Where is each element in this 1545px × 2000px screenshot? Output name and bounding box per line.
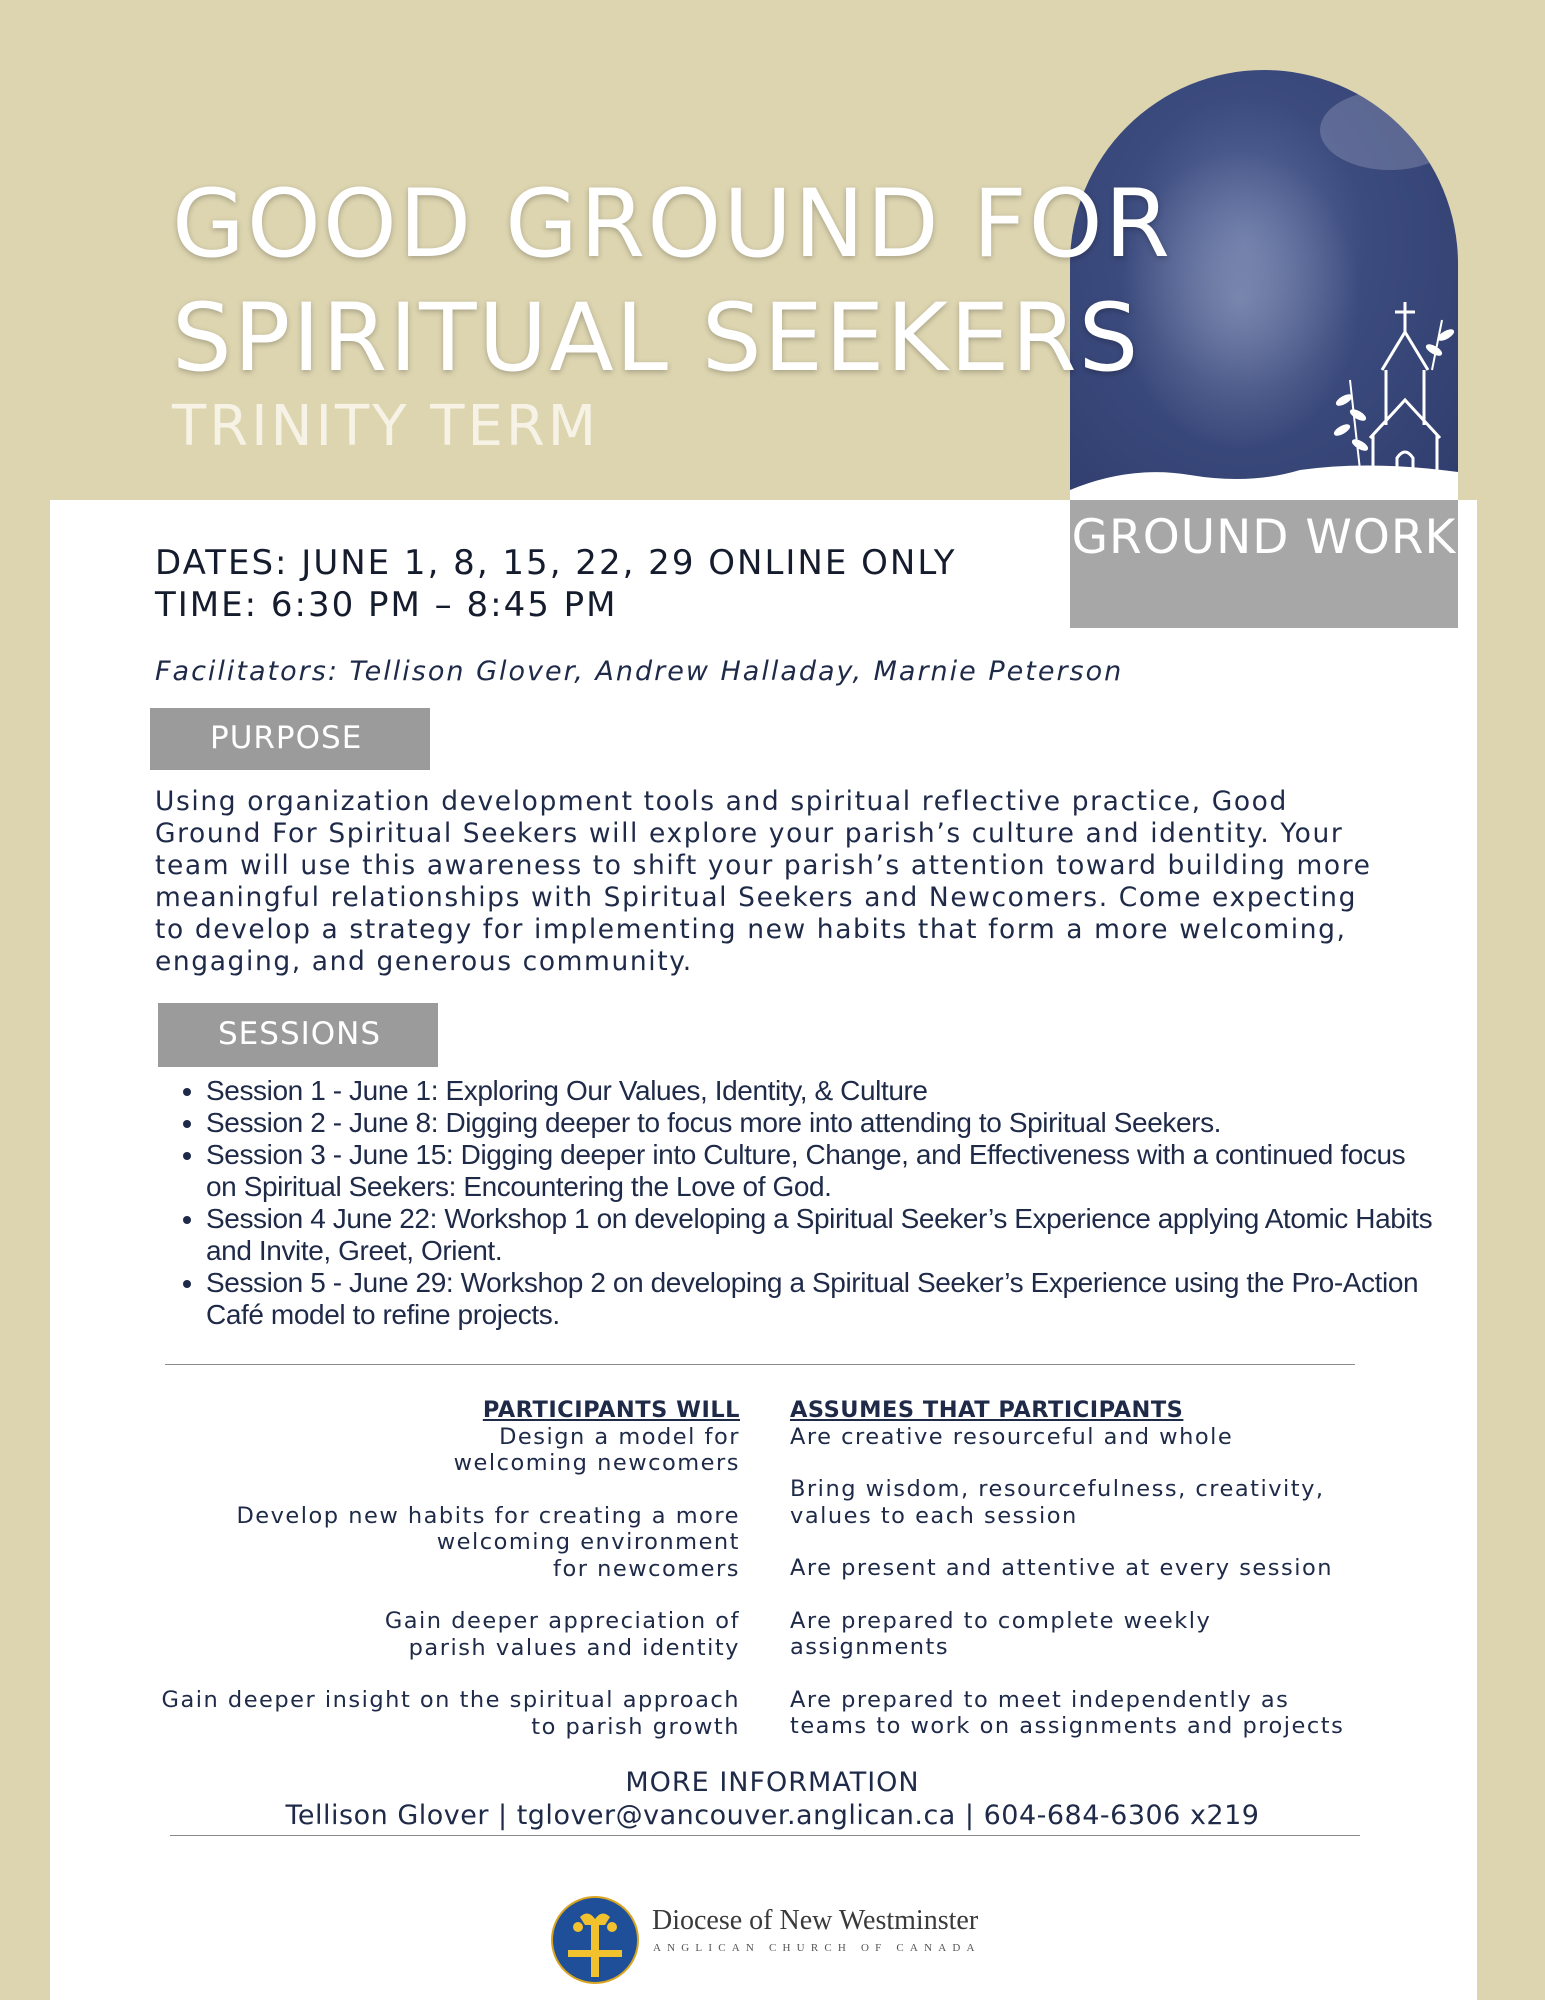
title-line-1: GOOD GROUND FOR xyxy=(172,170,1172,279)
ground-work-label: GROUND WORK xyxy=(1071,510,1457,565)
participants-will-item: Design a model for welcoming newcomers xyxy=(453,1423,740,1476)
purpose-text: Using organization development tools and spiritual reflective practice, Good Ground For Spiritual Seekers will explore your parish’s culture and identity. Your team will use this awareness to shift your parish’s attention toward building more meaningful relationships with Spiritual Seekers and Newcomers. Come expecting to develop a strategy for implementing new habits that form a more welcoming, engaging, and generous community. xyxy=(155,786,1372,977)
session-item: • Session 2 - June 8: Digging deeper to focus more into attending to Spiritual Seekers. xyxy=(206,1107,1436,1139)
divider xyxy=(170,1835,1360,1836)
diocese-logo-icon xyxy=(550,1895,640,1985)
assumes-item: Are present and attentive at every session xyxy=(790,1555,1333,1581)
assumes-item: Are prepared to complete weekly assignments xyxy=(790,1607,1212,1660)
subtitle: TRINITY TERM xyxy=(172,394,600,459)
sessions-heading: SESSIONS xyxy=(158,1003,438,1067)
participants-will-item: Gain deeper insight on the spiritual approach to parish growth xyxy=(161,1687,740,1740)
session-item: • Session 1 - June 1: Exploring Our Values, Identity, & Culture xyxy=(206,1075,1436,1107)
event-details xyxy=(155,542,957,626)
participants-will-item: Develop new habits for creating a more welcoming environment for newcomers xyxy=(236,1502,740,1582)
assumes-item: Bring wisdom, resourcefulness, creativity, values to each session xyxy=(790,1476,1325,1529)
purpose-heading: PURPOSE xyxy=(150,708,430,770)
dates-text: DATES: JUNE 1, 8, 15, 22, 29 ONLINE ONLY xyxy=(155,543,957,583)
session-item: • Session 5 - June 29: Workshop 2 on developing a Spiritual Seeker’s Experience using the Pro-Action Café model to refine projects. xyxy=(206,1267,1436,1331)
sessions-list xyxy=(178,1075,1436,1331)
page-title xyxy=(172,168,1172,396)
facilitators: Facilitators: Tellison Glover, Andrew Halladay, Marnie Peterson xyxy=(155,656,1124,687)
assumes-item: Are prepared to meet independently as teams to work on assignments and projects xyxy=(790,1686,1345,1739)
more-info-heading: MORE INFORMATION xyxy=(625,1767,920,1798)
title-line-2: SPIRITUAL SEEKERS xyxy=(172,284,1141,393)
diocese-name: Diocese of New Westminster xyxy=(652,1905,979,1936)
assumes-heading: ASSUMES THAT PARTICIPANTS xyxy=(790,1397,1184,1423)
participants-will-column xyxy=(150,1397,740,1766)
time-text: TIME: 6:30 PM – 8:45 PM xyxy=(155,585,618,625)
participants-will-item: Gain deeper appreciation of parish values and identity xyxy=(384,1608,740,1661)
assumes-item: Are creative resourceful and whole xyxy=(790,1423,1234,1450)
divider xyxy=(165,1364,1355,1365)
contact-info: Tellison Glover | tglover@vancouver.anglican.ca | 604-684-6306 x219 xyxy=(285,1800,1260,1831)
session-item: • Session 3 - June 15: Digging deeper into Culture, Change, and Effectiveness with a continued focus on Spiritual Seekers: Encountering the Love of God. xyxy=(206,1139,1436,1203)
participants-will-heading: PARTICIPANTS WILL xyxy=(482,1397,740,1423)
session-item: • Session 4 June 22: Workshop 1 on developing a Spiritual Seeker’s Experience applying Atomic Habits and Invite, Greet, Orient. xyxy=(206,1203,1436,1267)
diocese-subtitle: ANGLICAN CHURCH OF CANADA xyxy=(653,1942,981,1954)
assumes-column xyxy=(790,1397,1410,1766)
